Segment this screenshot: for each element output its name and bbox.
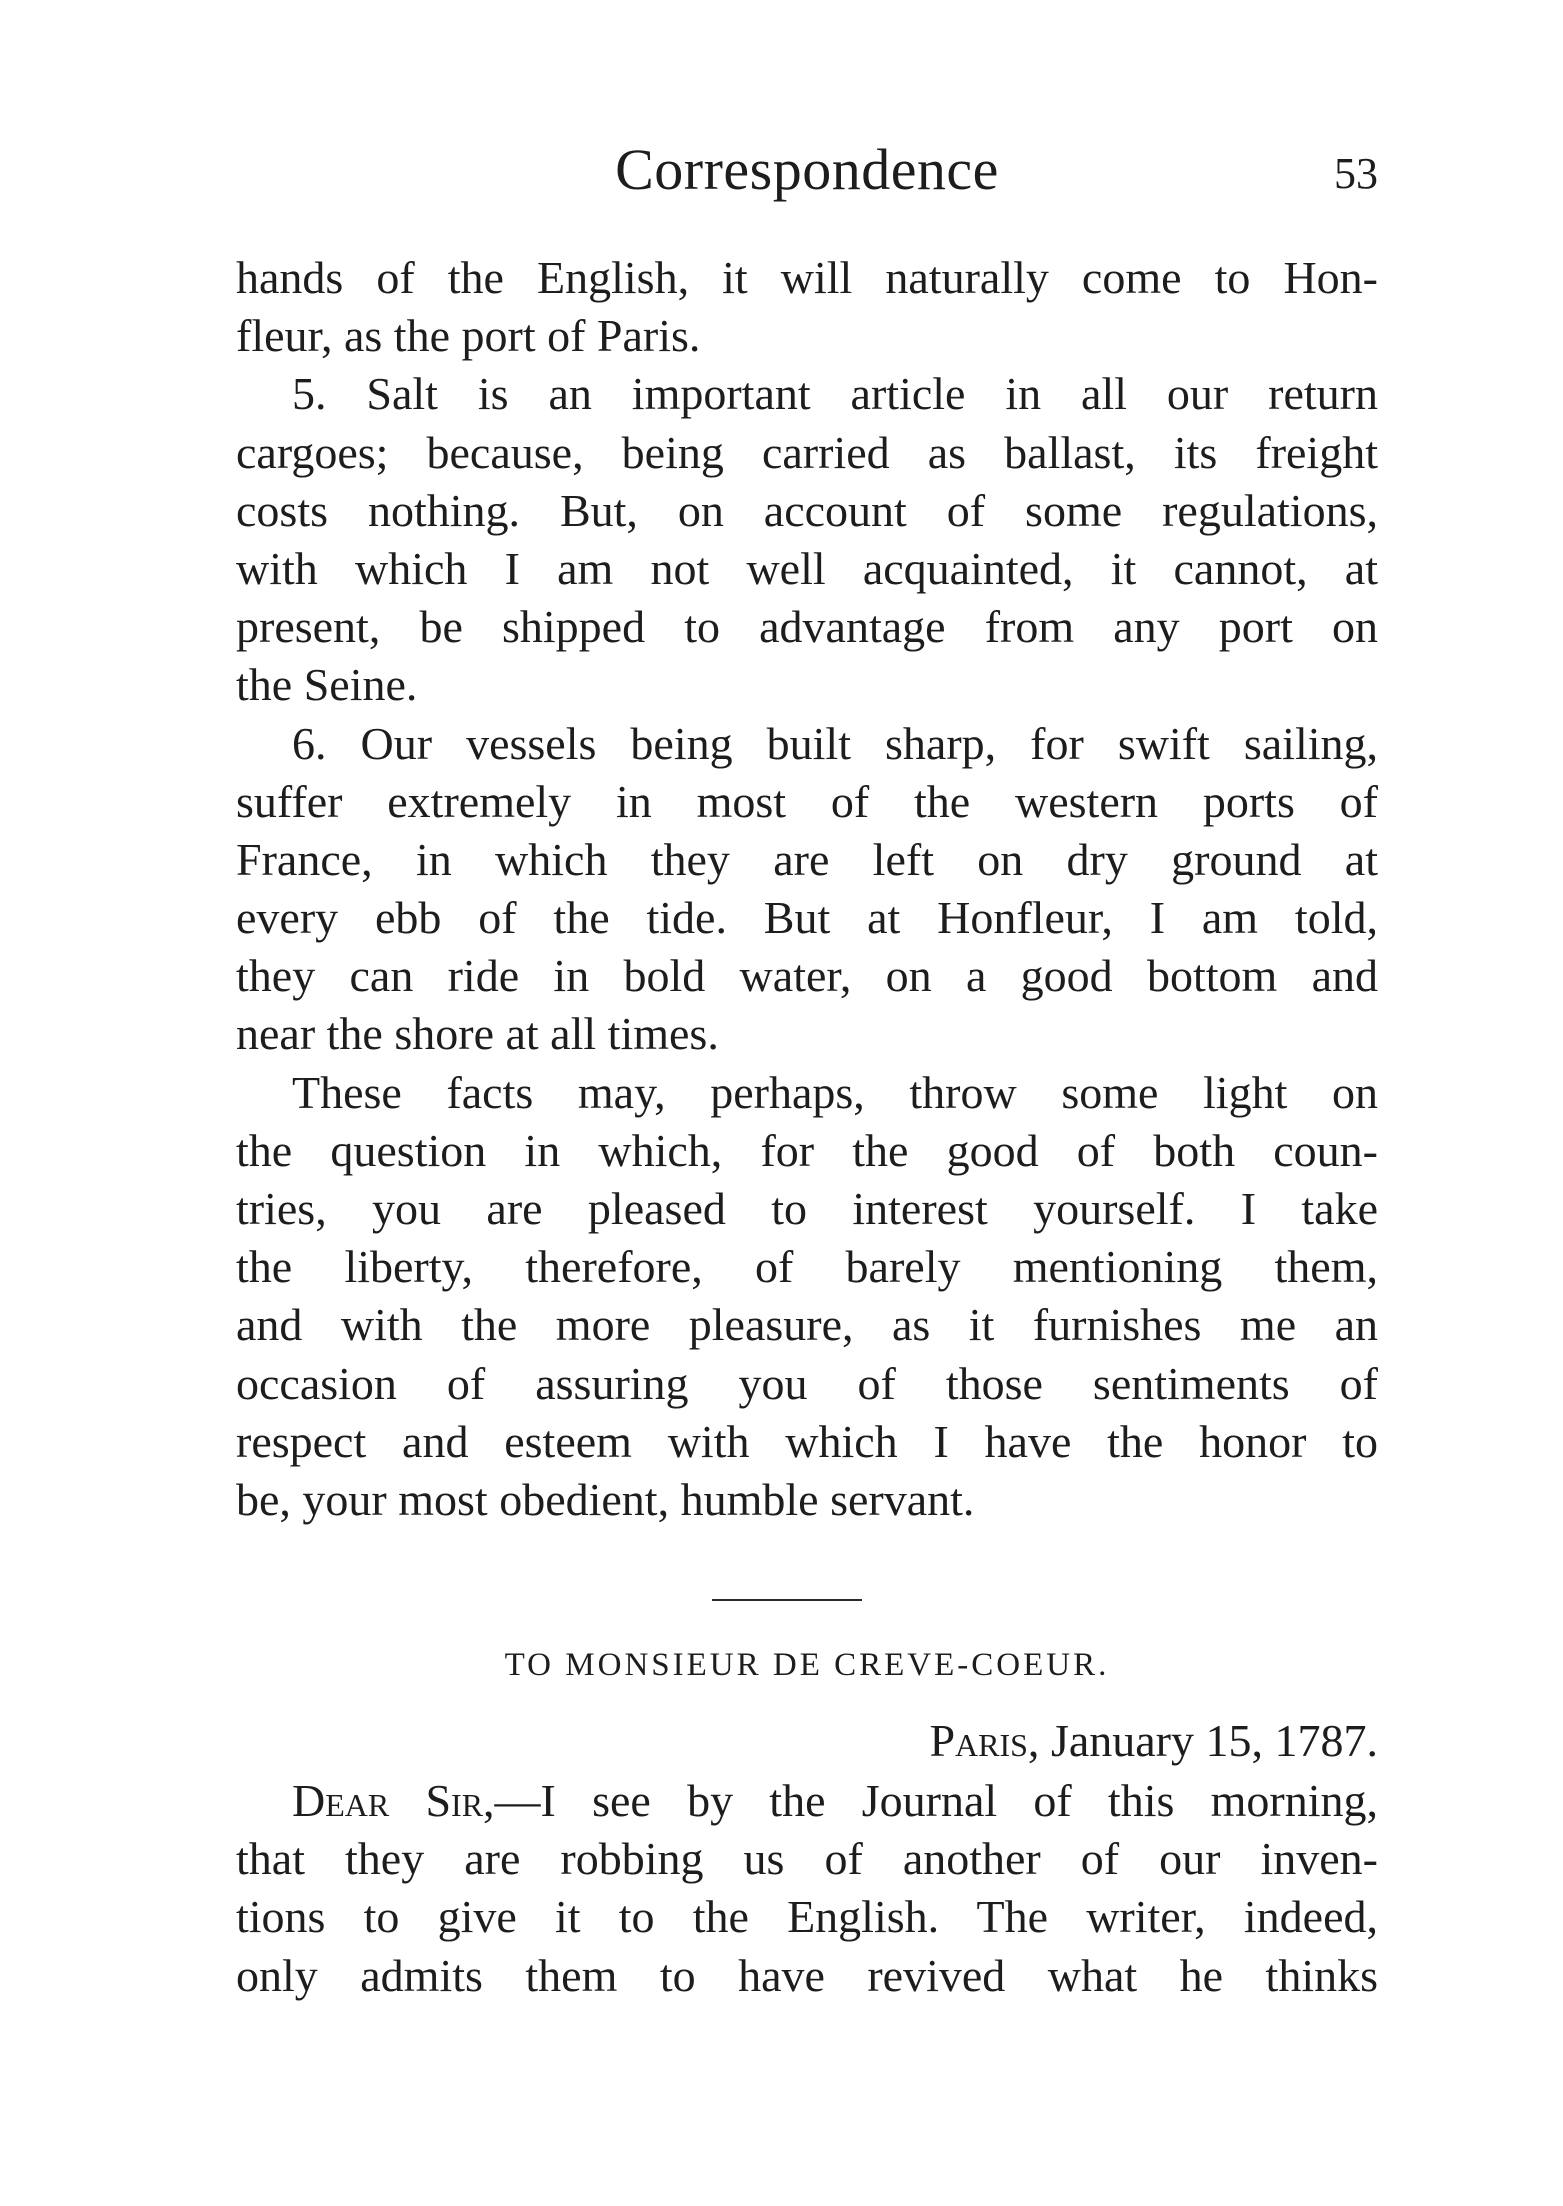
text-line: France, in which they are left on dry ground at	[236, 833, 1378, 885]
salutation-line-rest: —I see by the Journal of this morning,	[494, 1775, 1378, 1826]
text-line: These facts may, perhaps, throw some light on	[292, 1066, 1378, 1118]
salutation: Dear Sir,	[292, 1775, 495, 1826]
dateline-place: Paris,	[929, 1715, 1040, 1766]
letter-dateline	[236, 1712, 1378, 1770]
text-line: cargoes; because, being carried as ballast, its freight	[236, 426, 1378, 478]
text-line: hands of the English, it will naturally come to Hon-	[236, 252, 1378, 303]
text-line: the Seine.	[236, 659, 418, 711]
text-line: suffer extremely in most of the western ports of	[236, 775, 1378, 827]
letter-continuation-body	[236, 249, 1378, 1529]
page-header	[236, 130, 1378, 210]
salutation-line	[236, 1772, 1378, 1830]
text-line: near the shore at all times.	[236, 1008, 719, 1060]
text-line: fleur, as the port of Paris.	[236, 310, 701, 362]
text-line: every ebb of the tide. But at Honfleur, I am told,	[236, 892, 1378, 944]
running-title: Correspondence	[615, 137, 999, 202]
text-line: 5. Salt is an important article in all our return	[292, 368, 1378, 420]
text-line: be, your most obedient, humble servant.	[236, 1473, 975, 1525]
letter-body	[236, 1772, 1378, 2005]
text-line: that they are robbing us of another of our inven-	[236, 1833, 1378, 1885]
dateline-date: January 15, 1787.	[1039, 1715, 1378, 1766]
letter-addressee: TO MONSIEUR DE CREVE-COEUR.	[504, 1647, 1110, 1683]
text-line: 6. Our vessels being built sharp, for swift sailing,	[292, 717, 1378, 769]
text-line: the question in which, for the good of both coun-	[236, 1124, 1378, 1176]
section-divider	[712, 1599, 862, 1601]
text-line: and with the more pleasure, as it furnishes me an	[236, 1299, 1378, 1351]
text-line: tries, you are pleased to interest yourself. I take	[236, 1183, 1378, 1234]
text-line: costs nothing. But, on account of some regulations,	[236, 484, 1378, 536]
text-line: the liberty, therefore, of barely mentioning them,	[236, 1241, 1378, 1293]
page-number: 53	[1334, 149, 1378, 198]
text-line: tions to give it to the English. The writer, indeed,	[236, 1891, 1378, 1943]
text-line: present, be shipped to advantage from any port on	[236, 601, 1378, 653]
text-line: only admits them to have revived what he thinks	[236, 1949, 1378, 2001]
text-line: occasion of assuring you of those sentiments of	[236, 1357, 1378, 1409]
text-line: respect and esteem with which I have the honor to	[236, 1415, 1378, 1467]
text-line: they can ride in bold water, on a good bottom and	[236, 950, 1378, 1002]
text-line: with which I am not well acquainted, it cannot, at	[236, 542, 1378, 594]
